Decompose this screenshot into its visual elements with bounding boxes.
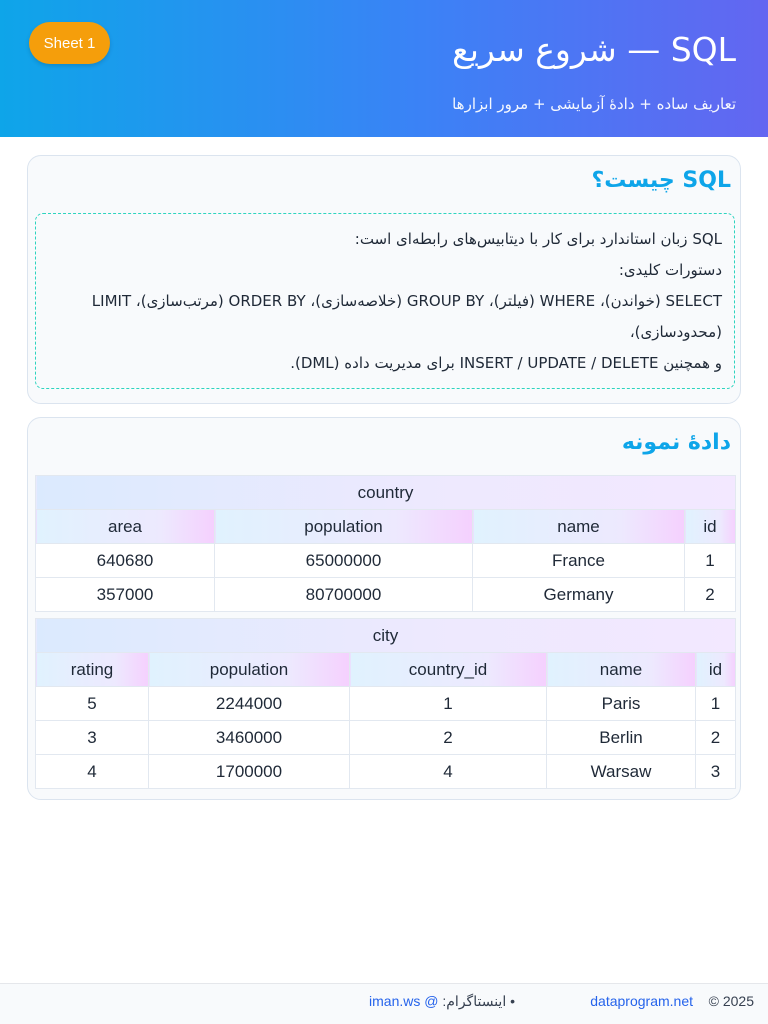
column-header: name: [473, 510, 685, 544]
what-is-sql-heading: SQL چیست؟: [591, 168, 731, 193]
table-cell: Berlin: [547, 721, 696, 755]
table-cell: 2: [685, 578, 736, 612]
table-cell: 80700000: [215, 578, 473, 612]
table-cell: 4: [36, 755, 149, 789]
instagram-handle-link[interactable]: @ iman.ws: [369, 993, 439, 1009]
what-is-sql-card: [27, 155, 741, 404]
table-cell: 5: [36, 687, 149, 721]
country-table: [35, 475, 736, 612]
table-row: [36, 721, 736, 755]
sheet-badge[interactable]: Sheet 1: [29, 22, 110, 64]
table-header-row: [36, 510, 736, 544]
table-row: [36, 755, 736, 789]
table-caption: city: [36, 619, 736, 653]
description-line: دستورات کلیدی:: [618, 261, 722, 279]
table-cell: 3: [36, 721, 149, 755]
sample-data-heading: دادهٔ نمونه: [621, 430, 731, 455]
sample-data-card: [27, 417, 741, 800]
column-header: id: [685, 510, 736, 544]
page-header: [0, 0, 768, 137]
description-line: SELECT (خواندن)، WHERE (فیلتر)، GROUP BY (خلاصه‌سازی)، ORDER BY (مرتب‌سازی)، LIMIT (محدودسازی)،: [91, 292, 722, 341]
sql-description-box: [35, 213, 735, 389]
column-header: country_id: [350, 653, 547, 687]
column-header: area: [36, 510, 215, 544]
table-cell: France: [473, 544, 685, 578]
table-cell: 1: [685, 544, 736, 578]
column-header: name: [547, 653, 696, 687]
page-subtitle: تعاریف ساده + دادهٔ آزمایشی + مرور ابزارها: [452, 95, 736, 113]
table-cell: 2: [350, 721, 547, 755]
table-cell: 3460000: [149, 721, 350, 755]
table-cell: 3: [696, 755, 736, 789]
table-cell: 4: [350, 755, 547, 789]
table-cell: 1: [350, 687, 547, 721]
city-table: [35, 618, 736, 789]
table-cell: 1700000: [149, 755, 350, 789]
table-cell: 1: [696, 687, 736, 721]
table-cell: 2: [696, 721, 736, 755]
table-row: [36, 687, 736, 721]
description-line: SQL زبان استاندارد برای کار با دیتابیس‌های رابطه‌ای است:: [354, 230, 722, 248]
instagram-info: [369, 993, 515, 1010]
column-header: population: [215, 510, 473, 544]
column-header: population: [149, 653, 350, 687]
table-cell: Warsaw: [547, 755, 696, 789]
instagram-label: • اینستاگرام:: [442, 993, 515, 1009]
description-line: و همچنین INSERT / UPDATE / DELETE برای مدیریت داده (DML).: [290, 354, 722, 372]
table-row: [36, 544, 736, 578]
page-footer: [0, 984, 768, 1024]
table-cell: Paris: [547, 687, 696, 721]
website-link[interactable]: dataprogram.net: [590, 993, 693, 1009]
table-cell: 357000: [36, 578, 215, 612]
table-cell: 65000000: [215, 544, 473, 578]
table-row: [36, 578, 736, 612]
copyright-text: © 2025: [708, 993, 754, 1009]
table-cell: 640680: [36, 544, 215, 578]
table-cell: 2244000: [149, 687, 350, 721]
table-caption: country: [36, 476, 736, 510]
column-header: id: [696, 653, 736, 687]
column-header: rating: [36, 653, 149, 687]
table-header-row: [36, 653, 736, 687]
table-cell: Germany: [473, 578, 685, 612]
page-title: SQL — شروع سریع: [452, 30, 736, 69]
